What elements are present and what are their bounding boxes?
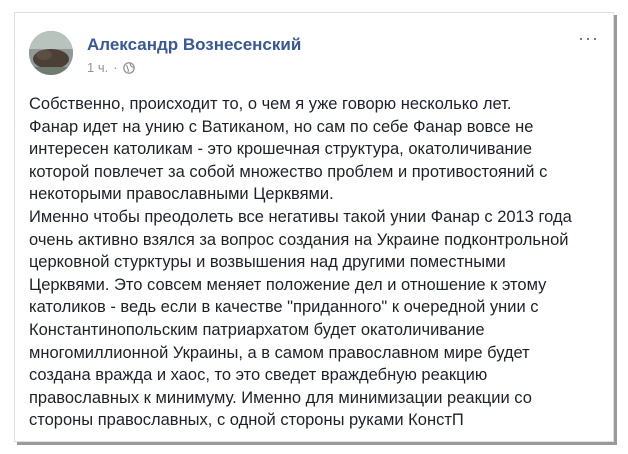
post-line: православных к минимуму. Именно для минимизации реакции со [29, 388, 532, 407]
post-line: которой повлечет за собой множество проблем и противостояний с [29, 162, 548, 181]
post-line: стороны православных, с одной стороны руками КонстП [29, 411, 464, 430]
post-line: Собственно, происходит то, о чем я уже говорю несколько лет. [29, 95, 512, 113]
avatar-photo-icon [29, 31, 73, 75]
post-line: некоторыми православными Церквями. [29, 185, 334, 204]
avatar[interactable] [29, 31, 73, 75]
post-line: Константинопольским патриархатом будет окатоличивание [29, 320, 485, 339]
more-options-icon[interactable]: ··· [578, 28, 599, 48]
post-line: католиков - ведь если в качестве "приданного" к очередной унии с [29, 298, 539, 317]
post-line: создана вражда и хаос, то это сведет враждебную реакцию [29, 366, 488, 385]
post-line: Именно чтобы преодолеть все негативы такой унии Фанар с 2013 года [29, 207, 572, 226]
meta-separator: · [113, 60, 118, 75]
post-time[interactable]: 1 ч. [87, 60, 109, 75]
author-name[interactable]: Александр Вознесенский [87, 35, 302, 54]
post-line: Фанар идет на унию с Ватиканом, но сам по себе Фанар вовсе не [29, 117, 534, 136]
post-card [14, 12, 614, 442]
post-line: церковной стурктуры и возвышения над другими поместными [29, 253, 506, 272]
post-meta [87, 60, 135, 75]
post-line: многомиллионной Украины, а в самом православном мире будет [29, 343, 530, 362]
post-line: очень активно взялся за вопрос создания на Украине подконтрольной [29, 230, 569, 249]
globe-icon[interactable] [123, 62, 135, 74]
post-line: Церквями. Это совсем меняет положение дел и отношение к этому [29, 275, 547, 294]
post-text [29, 93, 599, 432]
post-line: интересен католикам - это крошечная структура, окатоличивание [29, 140, 533, 159]
